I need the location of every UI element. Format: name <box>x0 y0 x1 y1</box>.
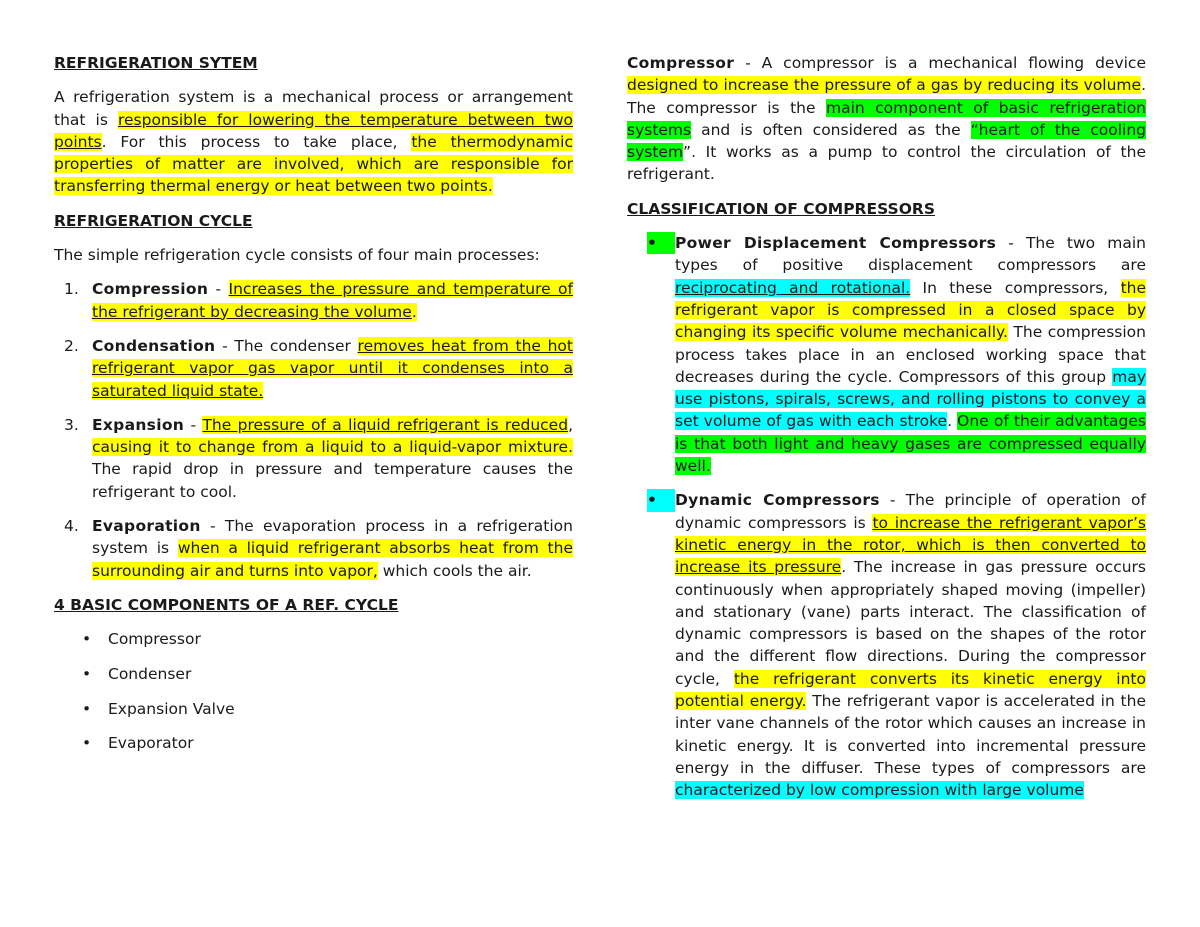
component-label: Expansion Valve <box>108 699 235 718</box>
dynamic-highlight-1: to increase the refrigerant vapor’s kinetic energy in the rotor, which is then converted to increase its pressure <box>675 513 1146 577</box>
bullet-icon: • <box>82 734 92 753</box>
intro-paragraph <box>54 86 573 197</box>
dynamic-highlight-2: the refrigerant converts its kinetic energy into potential energy. <box>675 669 1146 711</box>
step-sep: - <box>184 415 203 434</box>
step-text-1: , <box>568 415 573 434</box>
bullet-icon: • <box>647 489 675 511</box>
power-text-4: . <box>947 412 958 431</box>
dynamic-term: Dynamic Compressors <box>675 491 880 510</box>
bullet-icon: • <box>82 630 92 649</box>
step-expansion <box>54 414 573 503</box>
step-term: Compression <box>92 280 209 299</box>
list-item <box>54 628 573 650</box>
heading-refrigeration-system: REFRIGERATION SYTEM <box>54 54 258 72</box>
step-term: Condensation <box>92 336 216 355</box>
heading-classification: CLASSIFICATION OF COMPRESSORS <box>627 199 935 218</box>
list-item-power-displacement <box>627 232 1146 477</box>
compressor-text-2: . The compressor is the <box>627 76 1146 117</box>
step-number: 4. <box>64 517 79 536</box>
intro-text-2: . For this process to take place, <box>101 132 412 151</box>
step-evaporation <box>54 515 573 582</box>
dynamic-text-3: The refrigerant vapor is accelerated in the inter vane channels of the rotor which causes an increase in kinetic energy. It is converted into incremental pressure energy in the diffuser. These types of compressors are <box>675 692 1146 777</box>
step-condensation <box>54 335 573 402</box>
step-compression <box>54 278 573 323</box>
component-label: Evaporator <box>108 734 194 753</box>
intro-highlight-1: responsible for lowering the temperature between two points <box>54 110 573 151</box>
components-list <box>54 628 573 754</box>
component-label: Condenser <box>108 664 192 683</box>
power-text-3: The compression process takes place in an enclosed working space that decreases during the cycle. Compressors of this group <box>675 323 1146 386</box>
heading-basic-components: 4 BASIC COMPONENTS OF A REF. CYCLE <box>54 595 399 614</box>
step-text: which cools the air. <box>377 561 532 580</box>
step-term: Expansion <box>92 415 185 434</box>
step-number: 3. <box>64 415 79 434</box>
compressor-highlight-3: “heart of the cooling system <box>627 120 1146 162</box>
dynamic-text-1: - The principle of operation of dynamic compressors is <box>675 491 1147 532</box>
cycle-steps-list <box>54 278 573 582</box>
compressor-types-list <box>627 232 1146 801</box>
power-text-2: In these compressors, <box>910 278 1121 297</box>
step-highlight-1: The pressure of a liquid refrigerant is reduced <box>202 415 569 434</box>
intro-highlight-2: the thermodynamic properties of matter are involved, which are responsible for transferring thermal energy or heat between two points. <box>54 132 573 196</box>
step-sep: - <box>208 280 229 299</box>
power-highlight-1: reciprocating and rotational. <box>675 278 911 297</box>
bullet-icon: • <box>82 699 92 718</box>
step-number: 2. <box>64 336 79 355</box>
step-sep: - The evaporation process in a refrigeration system is <box>92 517 573 558</box>
step-highlight-2: causing it to change from a liquid to a liquid-vapor mixture. <box>92 438 573 457</box>
intro-text-1: A refrigeration system is a mechanical process or arrangement that is <box>54 88 573 129</box>
left-column <box>54 52 573 767</box>
compressor-highlight-2: main component of basic refrigeration systems <box>627 98 1146 139</box>
power-highlight-3: may use pistons, spirals, screws, and rolling pistons to convey a set volume of gas with each stroke <box>675 367 1146 431</box>
dynamic-text-2: . The increase in gas pressure occurs continuously when appropriately shaped moving (impeller) and stationary (vane) parts interact. The classification of dynamic compressors is based on the shapes of the rotor and the different flow directions. During the compressor cycle, <box>675 558 1146 688</box>
step-highlight: removes heat from the hot refrigerant vapor gas vapor until it condenses into a saturated liquid state. <box>92 336 573 400</box>
compressor-text-1: - A compressor is a mechanical flowing device <box>734 54 1146 72</box>
step-highlight: when a liquid refrigerant absorbs heat from the surrounding air and turns into vapor, <box>92 539 573 580</box>
power-text-1: - The two main types of positive displacement compressors are <box>675 234 1146 275</box>
step-sep: - The condenser <box>215 336 358 355</box>
heading-refrigeration-cycle: REFRIGERATION CYCLE <box>54 211 253 230</box>
bullet-icon: • <box>647 232 675 254</box>
cycle-intro: The simple refrigeration cycle consists of four main processes: <box>54 246 540 265</box>
right-column <box>627 52 1146 814</box>
list-item <box>54 698 573 720</box>
list-item <box>54 663 573 685</box>
step-text-2: The rapid drop in pressure and temperature causes the refrigerant to cool. <box>92 460 573 501</box>
bullet-icon: • <box>82 664 92 683</box>
step-number: 1. <box>64 280 79 299</box>
power-highlight-2: the refrigerant vapor is compressed in a closed space by changing its specific volume mechanically. <box>675 278 1146 342</box>
compressor-text-4: ”. It works as a pump to control the circulation of the refrigerant. <box>627 143 1146 184</box>
step-text: . <box>411 302 417 321</box>
compressor-term: Compressor <box>627 54 735 72</box>
list-item <box>54 732 573 754</box>
list-item-dynamic <box>627 489 1146 801</box>
power-term: Power Displacement Compressors <box>675 234 997 253</box>
power-highlight-4: One of their advantages is that both light and heavy gases are compressed equally well. <box>675 412 1146 476</box>
compressor-highlight-1: designed to increase the pressure of a gas by reducing its volume <box>627 76 1142 95</box>
component-label: Compressor <box>108 630 201 649</box>
step-highlight: Increases the pressure and temperature of the refrigerant by decreasing the volume <box>92 280 573 321</box>
dynamic-highlight-3: characterized by low compression with large volume <box>675 781 1084 800</box>
compressor-paragraph <box>627 52 1146 186</box>
step-term: Evaporation <box>92 517 201 536</box>
compressor-text-3: and is often considered as the <box>691 120 971 139</box>
